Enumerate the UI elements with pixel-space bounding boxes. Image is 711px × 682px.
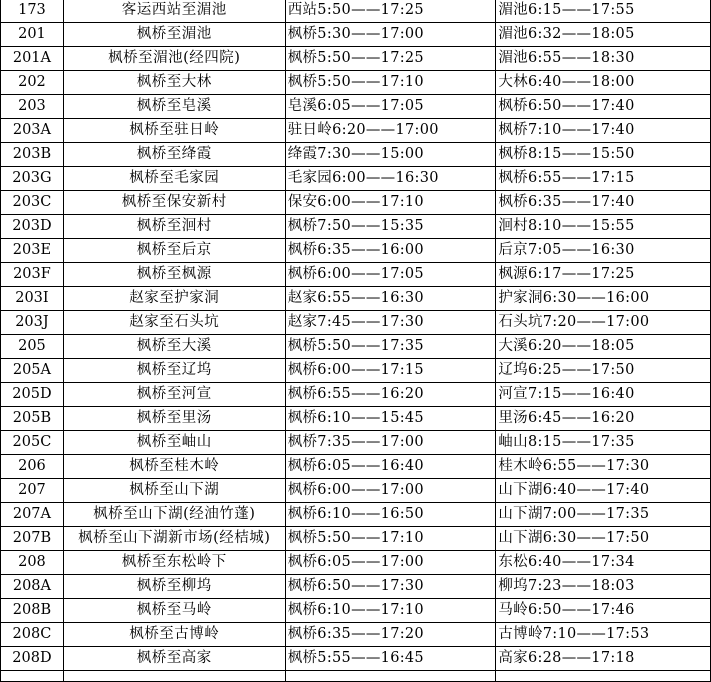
- last-bus-cell: 湄池6:15——17:55: [496, 0, 711, 23]
- route-name-cell: 枫桥至皂溪: [63, 95, 285, 119]
- table-row: [1, 383, 711, 407]
- table-row: [1, 143, 711, 167]
- table-row: [1, 503, 711, 527]
- first-bus-cell: 赵家7:45——17:30: [285, 311, 496, 335]
- last-bus-cell: 枫桥8:15——15:50: [496, 143, 711, 167]
- first-bus-cell: 赵家6:55——16:30: [285, 287, 496, 311]
- route-name-cell: 枫桥至大林: [63, 71, 285, 95]
- route-number-cell: 208: [1, 551, 64, 575]
- route-number-cell: 203: [1, 95, 64, 119]
- route-name-cell: 枫桥至岫山: [63, 431, 285, 455]
- first-bus-cell: 枫桥5:55——16:45: [285, 647, 496, 671]
- first-bus-cell: 枫桥6:05——16:40: [285, 455, 496, 479]
- route-number-cell: 208B: [1, 599, 64, 623]
- last-bus-cell: 马岭6:50——17:46: [496, 599, 711, 623]
- table-row: [1, 455, 711, 479]
- last-bus-cell: 山下湖6:30——17:50: [496, 527, 711, 551]
- route-number-cell: 203I: [1, 287, 64, 311]
- route-number-cell: 203E: [1, 239, 64, 263]
- route-number-cell: 208A: [1, 575, 64, 599]
- first-bus-cell: 绛霞7:30——15:00: [285, 143, 496, 167]
- route-name-cell: 客运西站至湄池: [63, 0, 285, 23]
- table-row: [1, 359, 711, 383]
- route-name-cell: 枫桥至山下湖: [63, 479, 285, 503]
- last-bus-cell: 枫桥7:10——17:40: [496, 119, 711, 143]
- table-row: [1, 335, 711, 359]
- table-row: [1, 215, 711, 239]
- last-bus-cell: 柳坞7:23——18:03: [496, 575, 711, 599]
- first-bus-cell: 枫桥6:55——16:20: [285, 383, 496, 407]
- route-number-cell: 205A: [1, 359, 64, 383]
- route-name-cell: 枫桥至河宣: [63, 383, 285, 407]
- first-bus-cell: 枫桥5:30——17:00: [285, 23, 496, 47]
- table-row: [1, 23, 711, 47]
- route-name-cell: 枫桥至辽坞: [63, 359, 285, 383]
- first-bus-cell: 枫桥6:10——15:45: [285, 407, 496, 431]
- table-row: [1, 71, 711, 95]
- table-row: [1, 575, 711, 599]
- first-bus-cell: 枫桥6:10——16:50: [285, 503, 496, 527]
- route-name-cell: 枫桥至枫源: [63, 263, 285, 287]
- last-bus-cell: 后京7:05——16:30: [496, 239, 711, 263]
- first-bus-cell: 枫桥5:50——17:10: [285, 527, 496, 551]
- route-number-cell: 207B: [1, 527, 64, 551]
- first-bus-cell: 枫桥6:35——16:00: [285, 239, 496, 263]
- route-name-cell: 枫桥至东松岭下: [63, 551, 285, 575]
- first-bus-cell: 枫桥7:35——17:00: [285, 431, 496, 455]
- route-number-cell: 205B: [1, 407, 64, 431]
- route-number-cell: 203D: [1, 215, 64, 239]
- route-number-cell: 202: [1, 71, 64, 95]
- last-bus-cell: 湄池6:32——18:05: [496, 23, 711, 47]
- last-bus-cell: 岫山8:15——17:35: [496, 431, 711, 455]
- table-row: [1, 287, 711, 311]
- table-row: [1, 191, 711, 215]
- route-number-cell: 205C: [1, 431, 64, 455]
- route-name-cell: 赵家至护家洞: [63, 287, 285, 311]
- first-bus-cell: 枫桥7:50——15:35: [285, 215, 496, 239]
- table-row: [1, 599, 711, 623]
- last-bus-cell: 湄池6:55——18:30: [496, 47, 711, 71]
- table-row: [1, 263, 711, 287]
- route-name-cell: 枫桥至里汤: [63, 407, 285, 431]
- route-number-cell: 205D: [1, 383, 64, 407]
- route-name-cell: 枫桥至桂木岭: [63, 455, 285, 479]
- first-bus-cell: 枫桥6:00——17:15: [285, 359, 496, 383]
- last-bus-cell: 河宣7:15——16:40: [496, 383, 711, 407]
- first-bus-cell: 枫桥6:10——17:10: [285, 599, 496, 623]
- table-row: [1, 551, 711, 575]
- last-bus-cell: 辽坞6:25——17:50: [496, 359, 711, 383]
- last-bus-cell: 山下湖6:40——17:40: [496, 479, 711, 503]
- first-bus-cell: 西站5:50——17:25: [285, 0, 496, 23]
- route-name-cell: 枫桥至马岭: [63, 599, 285, 623]
- first-bus-cell: 枫桥6:35——17:20: [285, 623, 496, 647]
- route-name-cell: 枫桥至驻日岭: [63, 119, 285, 143]
- route-name-cell: 赵家至石头坑: [63, 311, 285, 335]
- last-bus-cell: 山下湖7:00——17:35: [496, 503, 711, 527]
- partial-cell: [285, 671, 496, 682]
- table-row: [1, 407, 711, 431]
- first-bus-cell: 枫桥6:50——17:30: [285, 575, 496, 599]
- first-bus-cell: 皂溪6:05——17:05: [285, 95, 496, 119]
- table-row: [1, 623, 711, 647]
- route-number-cell: 207A: [1, 503, 64, 527]
- table-row: [1, 311, 711, 335]
- route-name-cell: 枫桥至山下湖新市场(经桔城): [63, 527, 285, 551]
- first-bus-cell: 保安6:00——17:10: [285, 191, 496, 215]
- first-bus-cell: 毛家园6:00——16:30: [285, 167, 496, 191]
- first-bus-cell: 枫桥5:50——17:25: [285, 47, 496, 71]
- route-number-cell: 206: [1, 455, 64, 479]
- route-number-cell: 203C: [1, 191, 64, 215]
- table-row: [1, 239, 711, 263]
- last-bus-cell: 石头坑7:20——17:00: [496, 311, 711, 335]
- route-number-cell: 201: [1, 23, 64, 47]
- partial-cell: [63, 671, 285, 682]
- route-number-cell: 203A: [1, 119, 64, 143]
- partial-cell: [1, 671, 64, 682]
- first-bus-cell: 驻日岭6:20——17:00: [285, 119, 496, 143]
- route-name-cell: 枫桥至后京: [63, 239, 285, 263]
- first-bus-cell: 枫桥5:50——17:35: [285, 335, 496, 359]
- route-name-cell: 枫桥至大溪: [63, 335, 285, 359]
- route-name-cell: 枫桥至山下湖(经油竹蓬): [63, 503, 285, 527]
- route-number-cell: 203B: [1, 143, 64, 167]
- table-row: [1, 167, 711, 191]
- table-row: [1, 119, 711, 143]
- last-bus-cell: 护家洞6:30——16:00: [496, 287, 711, 311]
- route-number-cell: 208D: [1, 647, 64, 671]
- route-number-cell: 203G: [1, 167, 64, 191]
- route-name-cell: 枫桥至柳坞: [63, 575, 285, 599]
- route-number-cell: 208C: [1, 623, 64, 647]
- route-name-cell: 枫桥至古博岭: [63, 623, 285, 647]
- table-row: [1, 431, 711, 455]
- first-bus-cell: 枫桥6:05——17:00: [285, 551, 496, 575]
- last-bus-cell: 大林6:40——18:00: [496, 71, 711, 95]
- schedule-body: [1, 0, 711, 682]
- table-row: [1, 0, 711, 23]
- last-bus-cell: 桂木岭6:55——17:30: [496, 455, 711, 479]
- route-number-cell: 203J: [1, 311, 64, 335]
- route-name-cell: 枫桥至湄池(经四院): [63, 47, 285, 71]
- route-name-cell: 枫桥至洄村: [63, 215, 285, 239]
- route-name-cell: 枫桥至高家: [63, 647, 285, 671]
- last-bus-cell: 古博岭7:10——17:53: [496, 623, 711, 647]
- table-row-partial: [1, 671, 711, 682]
- table-row: [1, 47, 711, 71]
- first-bus-cell: 枫桥6:00——17:05: [285, 263, 496, 287]
- route-number-cell: 173: [1, 0, 64, 23]
- first-bus-cell: 枫桥5:50——17:10: [285, 71, 496, 95]
- table-row: [1, 527, 711, 551]
- table-row: [1, 647, 711, 671]
- last-bus-cell: 大溪6:20——18:05: [496, 335, 711, 359]
- partial-cell: [496, 671, 711, 682]
- route-number-cell: 207: [1, 479, 64, 503]
- table-row: [1, 95, 711, 119]
- route-name-cell: 枫桥至湄池: [63, 23, 285, 47]
- route-name-cell: 枫桥至保安新村: [63, 191, 285, 215]
- last-bus-cell: 枫桥6:35——17:40: [496, 191, 711, 215]
- last-bus-cell: 里汤6:45——16:20: [496, 407, 711, 431]
- route-number-cell: 203F: [1, 263, 64, 287]
- route-name-cell: 枫桥至绛霞: [63, 143, 285, 167]
- table-row: [1, 479, 711, 503]
- first-bus-cell: 枫桥6:00——17:00: [285, 479, 496, 503]
- last-bus-cell: 洄村8:10——15:55: [496, 215, 711, 239]
- last-bus-cell: 枫源6:17——17:25: [496, 263, 711, 287]
- last-bus-cell: 东松6:40——17:34: [496, 551, 711, 575]
- last-bus-cell: 枫桥6:55——17:15: [496, 167, 711, 191]
- last-bus-cell: 高家6:28——17:18: [496, 647, 711, 671]
- route-name-cell: 枫桥至毛家园: [63, 167, 285, 191]
- route-number-cell: 201A: [1, 47, 64, 71]
- last-bus-cell: 枫桥6:50——17:40: [496, 95, 711, 119]
- route-number-cell: 205: [1, 335, 64, 359]
